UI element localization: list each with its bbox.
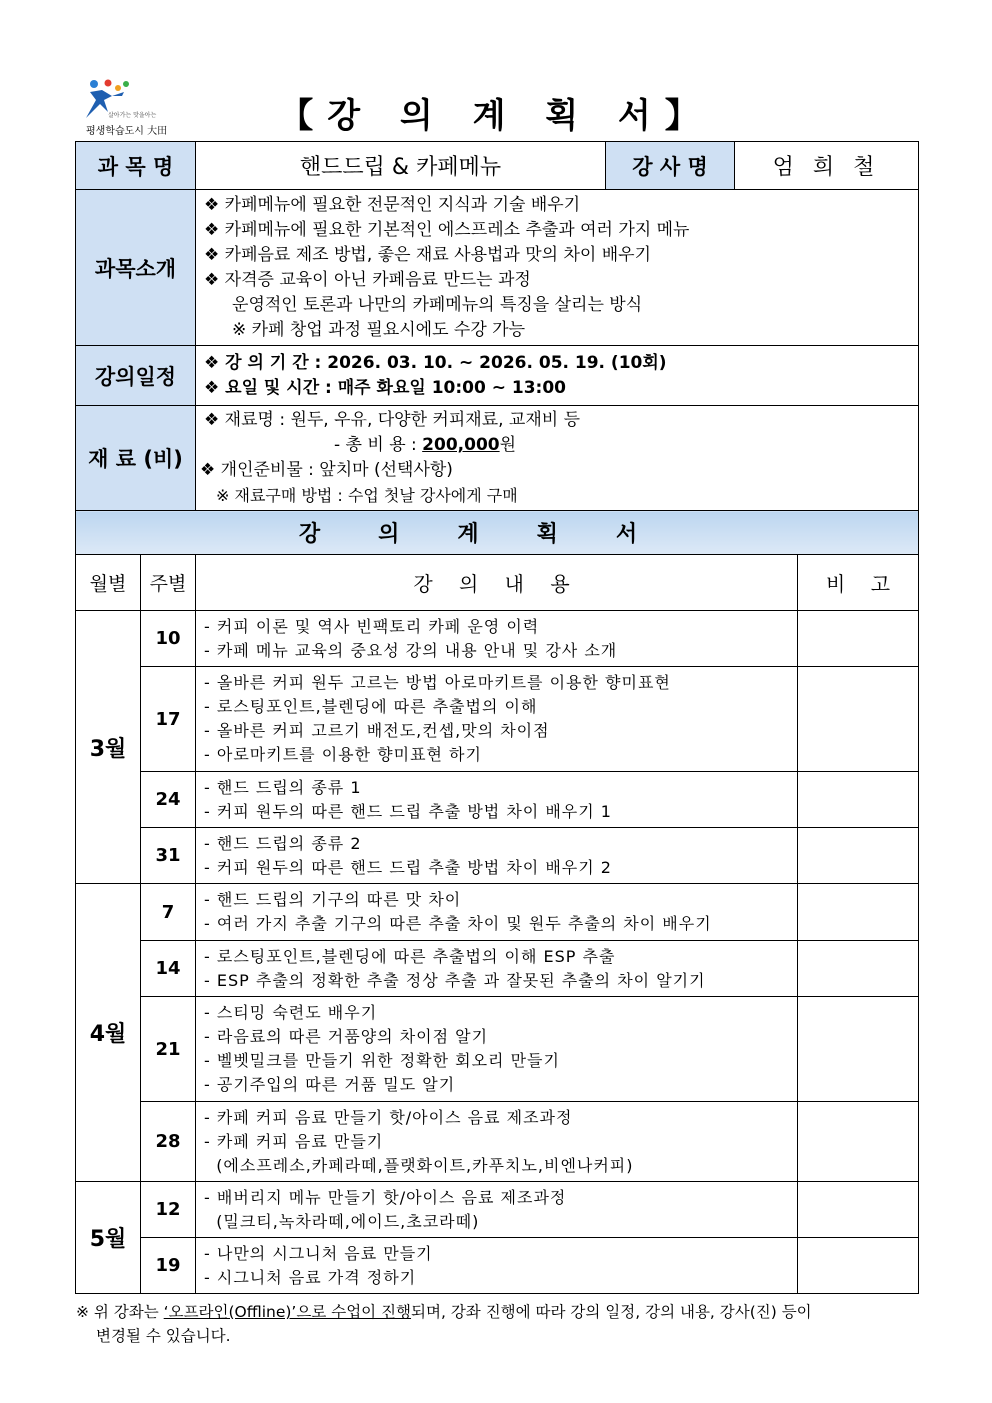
content-line: (에소프레소,카페라떼,플랫화이트,카푸치노,비엔나커피) xyxy=(204,1155,634,1175)
table-row xyxy=(76,1182,919,1238)
intro-line: ❖ 자격증 교육이 아닌 카페음료 만드는 과정 xyxy=(204,269,531,290)
content-line: - 배버리지 메뉴 만들기 핫/아이스 음료 제조과정 xyxy=(204,1187,567,1207)
footnote-line-1 xyxy=(76,1300,926,1324)
total-cost-amount: 200,000 xyxy=(422,435,500,455)
content-line: - 올바른 커피 원두 고르는 방법 아로마키트를 이용한 향미표현 xyxy=(204,673,671,692)
content-line: - 핸드 드립의 종류 2 xyxy=(204,833,362,853)
content-column-header: 강 의 내 용 xyxy=(196,555,798,611)
content-cell xyxy=(196,1182,798,1238)
content-line: - 카페 커피 음료 만들기 xyxy=(204,1131,384,1151)
content-line: - 올바른 커피 고르기 배전도,컨셉,맛의 차이점 xyxy=(204,721,550,740)
table-row xyxy=(76,611,919,667)
week-cell: 24 xyxy=(141,772,196,828)
intro-content xyxy=(196,190,919,346)
note-column-header: 비 고 xyxy=(798,555,919,611)
table-row xyxy=(76,667,919,772)
week-cell: 14 xyxy=(141,941,196,997)
week-cell: 12 xyxy=(141,1182,196,1238)
note-cell xyxy=(798,997,919,1102)
week-cell: 10 xyxy=(141,611,196,667)
schedule-content xyxy=(196,346,919,406)
week-column-header: 주별 xyxy=(141,555,196,611)
note-cell xyxy=(798,941,919,997)
content-cell xyxy=(196,941,798,997)
note-cell xyxy=(798,611,919,667)
month-cell: 3월 xyxy=(76,611,141,884)
note-cell xyxy=(798,828,919,884)
note-cell xyxy=(798,884,919,941)
table-row xyxy=(76,884,919,941)
schedule-time: ❖ 요일 및 시간 : 매주 화요일 10:00 ~ 13:00 xyxy=(204,377,567,398)
content-line: - 커피 원두의 따른 핸드 드립 추출 방법 차이 배우기 2 xyxy=(204,857,612,877)
content-cell xyxy=(196,772,798,828)
plan-section-title: 강의계획서 xyxy=(76,511,919,555)
intro-line: 운영적인 토론과 나만의 카페메뉴의 특징을 살리는 방식 xyxy=(232,294,643,315)
week-cell: 7 xyxy=(141,884,196,941)
footnote-offline-notice: ‘오프라인(Offline)’으로 수업이 진행 xyxy=(163,1303,412,1321)
week-cell: 21 xyxy=(141,997,196,1102)
materials-list: ❖ 재료명 : 원두, 우유, 다양한 커피재료, 교재비 등 xyxy=(204,410,581,430)
content-line: - 로스팅포인트,블렌딩에 따른 추출법의 이해 ESP 추출 xyxy=(204,946,616,966)
intro-row xyxy=(76,190,919,346)
instructor-name: 엄 희 철 xyxy=(735,142,919,190)
table-row xyxy=(76,997,919,1102)
month-cell: 4월 xyxy=(76,884,141,1182)
content-cell xyxy=(196,828,798,884)
content-line: - 벨벳밀크를 만들기 위한 정확한 회오리 만들기 xyxy=(204,1051,560,1070)
content-line: - 여러 가지 추출 기구의 따른 추출 차이 및 원두 추출의 차이 배우기 xyxy=(204,914,712,933)
logo-caption: 평생학습도시 大田 xyxy=(86,126,168,137)
content-line: - 커피 이론 및 역사 빈팩토리 카페 운영 이력 xyxy=(204,616,540,636)
footnote-suffix: 되며, 강좌 진행에 따라 강의 일정, 강의 내용, 강사(진) 등이 xyxy=(411,1303,812,1321)
content-cell xyxy=(196,667,798,772)
content-line: - 카페 메뉴 교육의 중요성 강의 내용 안내 및 강사 소개 xyxy=(204,640,618,660)
content-cell xyxy=(196,1238,798,1294)
note-cell xyxy=(798,1238,919,1294)
footnote-prefix: ※ 위 강좌는 xyxy=(76,1303,164,1321)
schedule-period: ❖ 강 의 기 간 : 2026. 03. 10. ~ 2026. 05. 19. (10회) xyxy=(204,352,667,373)
plan-section-row xyxy=(76,511,919,555)
note-cell xyxy=(798,667,919,772)
note-cell xyxy=(798,1182,919,1238)
content-line: - 나만의 시그니처 음료 만들기 xyxy=(204,1243,433,1263)
footnote xyxy=(76,1300,926,1348)
content-line: - 라음료의 따른 거품양의 차이점 알기 xyxy=(204,1027,489,1046)
content-line: - 커피 원두의 따른 핸드 드립 추출 방법 차이 배우기 1 xyxy=(204,801,612,821)
content-line: - 핸드 드립의 종류 1 xyxy=(204,777,362,797)
purchase-method: ※ 재료구매 방법 : 수업 첫날 강사에게 구매 xyxy=(216,486,518,505)
content-cell xyxy=(196,611,798,667)
table-row xyxy=(76,828,919,884)
content-line: - 시그니처 음료 가격 정하기 xyxy=(204,1267,417,1287)
intro-line: ❖ 카페메뉴에 필요한 기본적인 에스프레소 추출과 여러 가지 메뉴 xyxy=(204,219,690,240)
materials-content xyxy=(196,406,919,511)
content-line: - 핸드 드립의 기구의 따른 맛 차이 xyxy=(204,890,462,909)
lecture-plan-table xyxy=(75,141,919,1294)
content-line: (밀크티,녹차라떼,에이드,초코라떼) xyxy=(204,1211,480,1231)
note-cell xyxy=(798,1102,919,1182)
intro-line: ❖ 카페음료 제조 방법, 좋은 재료 사용법과 맛의 차이 배우기 xyxy=(204,244,651,265)
week-cell: 17 xyxy=(141,667,196,772)
materials-total-cost xyxy=(204,433,910,458)
intro-line: ※ 카페 창업 과정 필요시에도 수강 가능 xyxy=(232,319,526,340)
schedule-row xyxy=(76,346,919,406)
content-line: - ESP 추출의 정확한 추출 정상 추출 과 잘못된 추출의 차이 알기기 xyxy=(204,970,706,990)
content-cell xyxy=(196,1102,798,1182)
content-line: - 로스팅포인트,블렌딩에 따른 추출법의 이해 xyxy=(204,697,538,716)
document-title: 【강 의 계 획 서】 xyxy=(279,96,713,136)
content-cell xyxy=(196,997,798,1102)
logo-tagline: 살아가는 맛을아는 xyxy=(108,112,157,119)
table-row xyxy=(76,1102,919,1182)
month-cell: 5월 xyxy=(76,1182,141,1294)
materials-row xyxy=(76,406,919,511)
course-row xyxy=(76,142,919,190)
course-label: 과 목 명 xyxy=(76,142,196,190)
week-cell: 19 xyxy=(141,1238,196,1294)
intro-label: 과목소개 xyxy=(76,190,196,346)
week-cell: 28 xyxy=(141,1102,196,1182)
content-line: - 공기주입의 따른 거품 밀도 알기 xyxy=(204,1075,456,1094)
table-row xyxy=(76,1238,919,1294)
week-cell: 31 xyxy=(141,828,196,884)
schedule-label: 강의일정 xyxy=(76,346,196,406)
intro-line: ❖ 카페메뉴에 필요한 전문적인 지식과 기술 배우기 xyxy=(204,194,581,215)
content-line: - 카페 커피 음료 만들기 핫/아이스 음료 제조과정 xyxy=(204,1107,573,1127)
month-column-header: 월별 xyxy=(76,555,141,611)
content-line: - 아로마키트를 이용한 향미표현 하기 xyxy=(204,745,482,764)
table-row xyxy=(76,941,919,997)
footnote-line-2: 변경될 수 있습니다. xyxy=(96,1327,231,1345)
total-cost-prefix: - 총 비 용 : xyxy=(334,435,423,455)
note-cell xyxy=(798,772,919,828)
content-cell xyxy=(196,884,798,941)
plan-header-row xyxy=(76,555,919,611)
instructor-label: 강 사 명 xyxy=(606,142,735,190)
materials-label: 재 료 (비) xyxy=(76,406,196,511)
table-row xyxy=(76,772,919,828)
course-name: 핸드드립 & 카페메뉴 xyxy=(196,142,606,190)
personal-items: ❖ 개인준비물 : 앞치마 (선택사항) xyxy=(200,460,453,480)
content-line: - 스티밍 숙련도 배우기 xyxy=(204,1003,378,1022)
total-cost-suffix: 원 xyxy=(499,435,517,455)
